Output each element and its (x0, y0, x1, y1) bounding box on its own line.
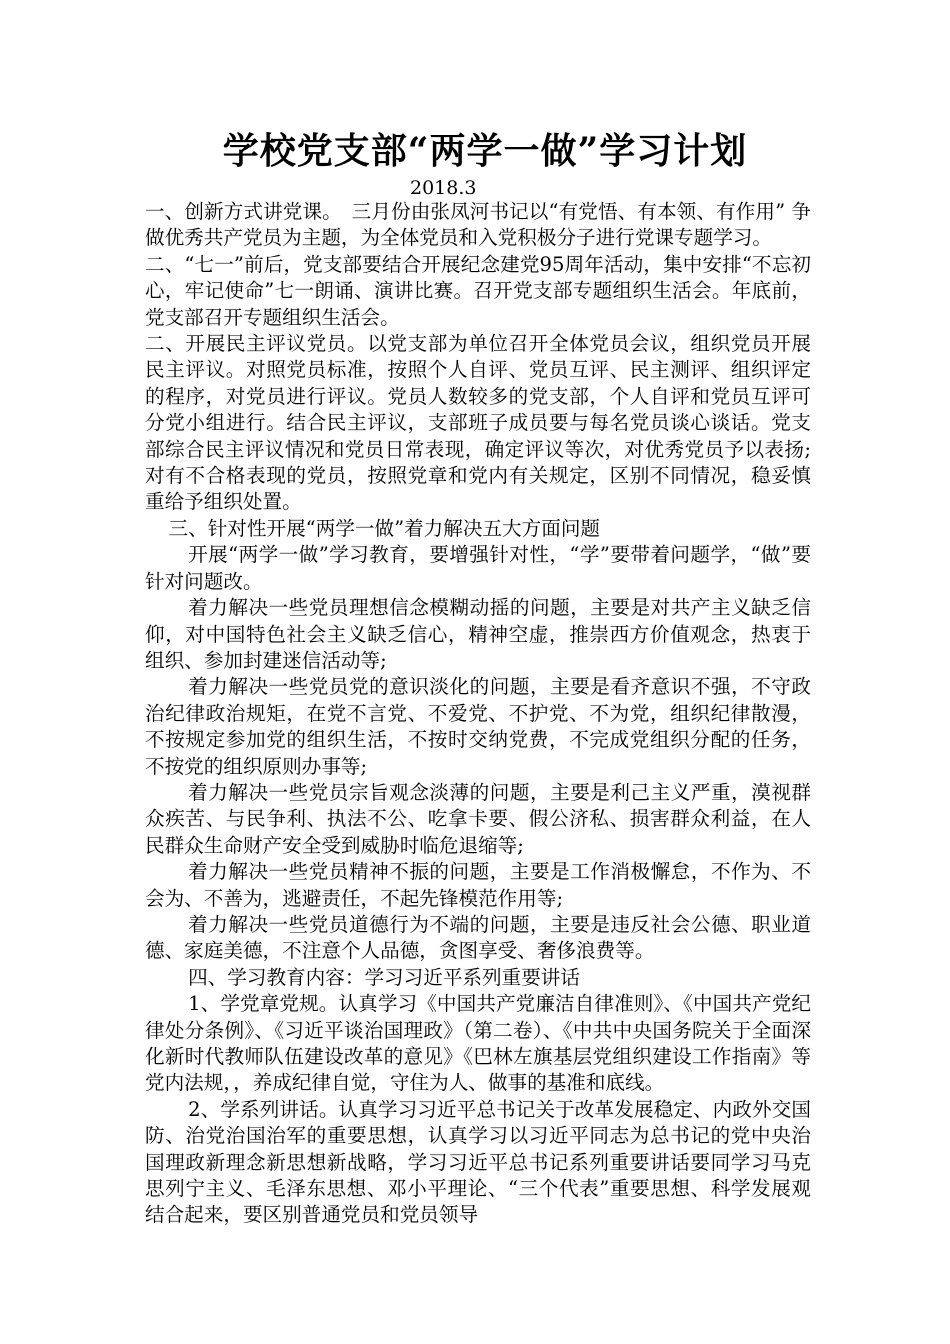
paragraph-party-rules: 1、学党章党规。认真学习《中国共产党廉洁自律准则》、《中国共产党纪律处分条例》、《习近平谈治国理政》（第二卷）、《中共中央国务院关于全面深化新时代教师队伍建设改革的意见》《巴林左旗基层党组织建设工作指南》等党内法规，，养成纪律自觉，守住为人、做事的基准和底线。 (145, 992, 811, 1095)
paragraph-july-first: 二、“七一”前后，党支部要结合开展纪念建党95周年活动，集中安排“不忘初心，牢记使命”七一朗诵、演讲比赛。召开党支部专题组织生活会。年底前，党支部召开专题组织生活会。 (145, 252, 811, 329)
section-heading-five-problems: 三、针对性开展“两学一做”着力解决五大方面问题 (168, 516, 601, 540)
paragraph-targeted-learning: 开展“两学一做”学习教育，要增强针对性，“学”要带着问题学，“做”要针对问题改。 (145, 543, 811, 593)
section-heading-study-content: 四、学习教育内容：学习习近平系列重要讲话 (188, 965, 580, 989)
paragraph-series-speeches: 2、学系列讲话。认真学习习近平总书记关于改革发展稳定、内政外交国防、治党治国治军的重要思想，认真学习以习近平同志为总书记的党中央治国理政新理念新思想新战略，学习习近平总书记系列重要讲话要同学习马克思列宁主义、毛泽东思想、邓小平理论、“三个代表”重要思想、科学发展观结合起来，要区别普通党员和党员领导 (145, 1097, 811, 1227)
document-date: 2018.3 (410, 177, 477, 199)
document-body (145, 199, 811, 1229)
document-title: 学校党支部“两学一做”学习计划 (222, 130, 748, 172)
paragraph-democratic-review: 二、开展民主评议党员。以党支部为单位召开全体党员会议，组织党员开展民主评议。对照党员标准，按照个人自评、党员互评、民主测评、组织评定的程序，对党员进行评议。党员人数较多的党支部，个人自评和党员互评可分党小组进行。结合民主评议，支部班子成员要与每名党员谈心谈话。党支部综合民主评议情况和党员日常表现，确定评议等次，对优秀党员予以表扬;对有不合格表现的党员，按照党章和党内有关规定，区别不同情况，稳妥慎重给予组织处置。 (145, 332, 811, 514)
paragraph-purpose-concept: 着力解决一些党员宗旨观念淡薄的问题，主要是利己主义严重，漠视群众疾苦、与民争利、执法不公、吃拿卡要、假公济私、损害群众利益，在人民群众生命财产安全受到威胁时临危退缩等; (145, 780, 811, 857)
paragraph-ideals-beliefs: 着力解决一些党员理想信念模糊动摇的问题，主要是对共产主义缺乏信仰，对中国特色社会主义缺乏信心，精神空虚，推崇西方价值观念，热衷于组织、参加封建迷信活动等; (145, 596, 811, 672)
paragraph-moral-conduct: 着力解决一些党员道德行为不端的问题，主要是违反社会公德、职业道德、家庭美德，不注意个人品德，贪图享受、奢侈浪费等。 (145, 912, 811, 963)
paragraph-spirit: 着力解决一些党员精神不振的问题，主要是工作消极懈怠，不作为、不会为、不善为，逃避责任，不起先锋模范作用等; (145, 860, 811, 910)
paragraph-party-lecture: 一、创新方式讲党课。 三月份由张凤河书记以“有党悟、有本领、有作用” 争做优秀共产党员为主题，为全体党员和入党积极分子进行党课专题学习。 (145, 200, 811, 250)
paragraph-party-awareness: 着力解决一些党员党的意识淡化的问题，主要是看齐意识不强，不守政治纪律政治规矩，在党不言党、不爱党、不护党、不为党，组织纪律散漫，不按规定参加党的组织生活，不按时交纳党费，不完成党组织分配的任务，不按党的组织原则办事等; (145, 675, 811, 778)
